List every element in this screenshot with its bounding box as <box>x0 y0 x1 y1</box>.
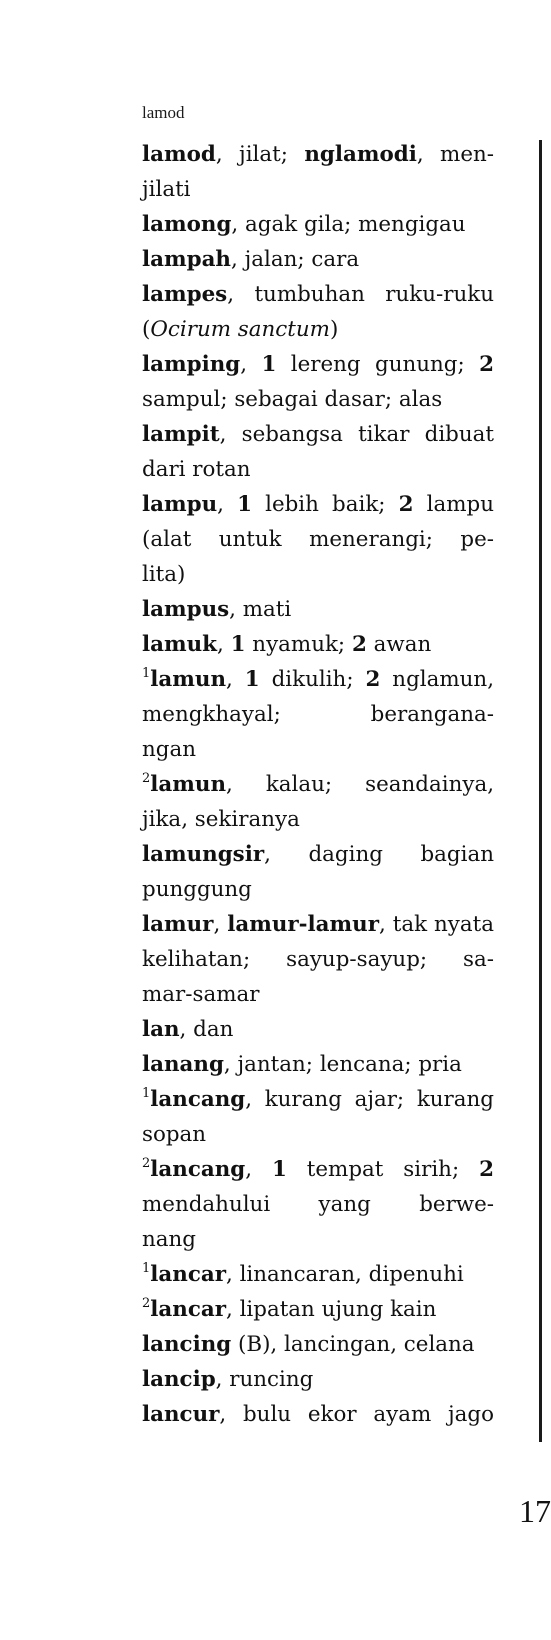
entry-lancing <box>142 1327 494 1362</box>
entry-text: tempat sirih; <box>286 1157 480 1182</box>
entry-lamuk <box>142 627 494 662</box>
homonym-number: 1 <box>142 1261 151 1276</box>
entry-line <box>142 452 494 487</box>
headword-variant: lamur-lamur <box>227 912 379 937</box>
entry-text: , sebangsa tikar dibuat <box>219 422 494 447</box>
entry-line <box>142 1152 494 1187</box>
entry-text: punggung <box>142 877 252 902</box>
entry-text: , bulu ekor ayam jago <box>219 1402 494 1427</box>
sense-number: 2 <box>398 492 414 517</box>
entry-text: , kurang ajar; kurang <box>245 1087 494 1112</box>
entry-line <box>142 557 494 592</box>
sense-number: 1 <box>230 632 246 657</box>
entry-text: , men- <box>416 142 494 167</box>
dictionary-entries <box>142 137 494 1432</box>
headword: lancar <box>150 1297 226 1322</box>
entry-line <box>142 1222 494 1257</box>
entry-text: , <box>240 352 262 377</box>
sense-number: 2 <box>351 632 367 657</box>
entry-line <box>142 627 494 662</box>
headword: lancing <box>142 1332 232 1357</box>
entry-text: , agak gila; mengigau <box>231 212 466 237</box>
entry-line <box>142 137 494 172</box>
entry-text: , <box>217 632 231 657</box>
sense-number: 1 <box>261 352 277 377</box>
entry-lancang-1 <box>142 1082 494 1152</box>
headword: lancip <box>142 1367 216 1392</box>
headword: lampit <box>142 422 220 447</box>
entry-text: , dan <box>179 1017 234 1042</box>
entry-text: , lipatan ujung kain <box>225 1297 437 1322</box>
sense-number: 1 <box>244 667 260 692</box>
entry-line <box>142 382 494 417</box>
entry-line <box>142 242 494 277</box>
headword: lancar <box>150 1262 226 1287</box>
entry-line <box>142 1327 494 1362</box>
entry-line <box>142 977 494 1012</box>
headword: lancang <box>150 1087 246 1112</box>
sense-number: 1 <box>271 1157 287 1182</box>
entry-line <box>142 347 494 382</box>
entry-line <box>142 732 494 767</box>
entry-lan <box>142 1012 494 1047</box>
headword: lamuk <box>142 632 217 657</box>
headword: lamong <box>142 212 232 237</box>
entry-line <box>142 1362 494 1397</box>
entry-text: nang <box>142 1227 196 1252</box>
entry-text: lita) <box>142 562 186 587</box>
entry-text: , jalan; cara <box>231 247 360 272</box>
entry-line <box>142 1257 494 1292</box>
headword: lampah <box>142 247 231 272</box>
entry-line <box>142 767 494 802</box>
entry-text: , kalau; seandainya, <box>226 772 494 797</box>
entry-lamod <box>142 137 494 207</box>
entry-text: lebih baik; <box>251 492 399 517</box>
entry-text: , tak nyata <box>378 912 494 937</box>
entry-text: ) <box>329 317 339 342</box>
homonym-number: 1 <box>142 666 151 681</box>
entry-text: kelihatan; sayup-sayup; sa- <box>142 947 494 972</box>
sense-number: 2 <box>479 352 494 377</box>
entry-line <box>142 697 494 732</box>
entry-line <box>142 1292 494 1327</box>
headword: lamun <box>150 667 227 692</box>
entry-lancang-2 <box>142 1152 494 1257</box>
headword-variant: nglamodi <box>304 142 417 167</box>
entry-text: , tumbuhan ruku-ruku <box>227 282 494 307</box>
entry-line <box>142 592 494 627</box>
entry-text: mengkhayal; berangana- <box>142 702 494 727</box>
entry-text: lereng gunung; <box>276 352 480 377</box>
headword: lamur <box>142 912 214 937</box>
sense-number: 2 <box>479 1157 494 1182</box>
entry-text: (B), lancingan, celana <box>231 1332 475 1357</box>
entry-line <box>142 207 494 242</box>
entry-text: mar-samar <box>142 982 260 1007</box>
headword: lanang <box>142 1052 224 1077</box>
headword: lampu <box>142 492 218 517</box>
entry-lancip <box>142 1362 494 1397</box>
headword: lamping <box>142 352 241 377</box>
entry-line <box>142 1397 494 1432</box>
running-head: lamod <box>142 103 185 122</box>
entry-line <box>142 662 494 697</box>
entry-text: , mati <box>229 597 292 622</box>
entry-line <box>142 1117 494 1152</box>
homonym-number: 2 <box>142 771 151 786</box>
entry-line <box>142 872 494 907</box>
entry-line <box>142 802 494 837</box>
entry-text: , linancaran, dipenuhi <box>225 1262 464 1287</box>
entry-text: , <box>226 667 245 692</box>
entry-line <box>142 907 494 942</box>
entry-text: mendahului yang berwe- <box>142 1192 494 1217</box>
entry-text: , jantan; lencana; pria <box>223 1052 462 1077</box>
entry-text: sampul; sebagai dasar; alas <box>142 387 443 412</box>
headword: lancang <box>150 1157 246 1182</box>
entry-text: dikulih; <box>259 667 366 692</box>
entry-lampu <box>142 487 494 592</box>
sense-number: 2 <box>365 667 381 692</box>
entry-lamur <box>142 907 494 1012</box>
headword: lamun <box>150 772 227 797</box>
entry-lamungsir <box>142 837 494 907</box>
entry-lancur <box>142 1397 494 1432</box>
homonym-number: 2 <box>142 1296 151 1311</box>
entry-line <box>142 1047 494 1082</box>
column-rule <box>539 140 542 1442</box>
entry-text: ngan <box>142 737 196 762</box>
entry-text: nyamuk; <box>245 632 352 657</box>
entry-line <box>142 837 494 872</box>
entry-text: jika, sekiranya <box>142 807 300 832</box>
entry-lamun-2 <box>142 767 494 837</box>
entry-lamping <box>142 347 494 417</box>
entry-lampes <box>142 277 494 347</box>
entry-lampus <box>142 592 494 627</box>
entry-text: dari rotan <box>142 457 251 482</box>
entry-lampit <box>142 417 494 487</box>
entry-lamun-1 <box>142 662 494 767</box>
entry-text: sopan <box>142 1122 207 1147</box>
entry-line <box>142 1082 494 1117</box>
entry-lanang <box>142 1047 494 1082</box>
entry-text: ( <box>142 317 151 342</box>
entry-text: jilati <box>142 177 191 202</box>
entry-line <box>142 1012 494 1047</box>
headword: lampus <box>142 597 230 622</box>
entry-lancar-1 <box>142 1257 494 1292</box>
entry-text: (alat untuk menerangi; pe- <box>142 527 494 552</box>
entry-text: awan <box>366 632 432 657</box>
headword: lancur <box>142 1402 220 1427</box>
entry-lamong <box>142 207 494 242</box>
headword: lampes <box>142 282 228 307</box>
page-number: 17 <box>519 1493 551 1529</box>
entry-line <box>142 417 494 452</box>
entry-line <box>142 277 494 312</box>
homonym-number: 2 <box>142 1156 151 1171</box>
entry-line <box>142 312 494 347</box>
entry-text: , <box>217 492 238 517</box>
entry-line <box>142 172 494 207</box>
entry-text: , <box>245 1157 272 1182</box>
headword: lamungsir <box>142 842 265 867</box>
entry-line <box>142 522 494 557</box>
entry-text: , <box>213 912 228 937</box>
homonym-number: 1 <box>142 1086 151 1101</box>
entry-lancar-2 <box>142 1292 494 1327</box>
entry-text: , jilat; <box>215 142 305 167</box>
entry-line <box>142 942 494 977</box>
scientific-name: Ocirum sanctum <box>150 317 330 342</box>
entry-text: nglamun, <box>380 667 494 692</box>
sense-number: 1 <box>237 492 252 517</box>
headword: lamod <box>142 142 216 167</box>
entry-text: lampu <box>413 492 494 517</box>
entry-line <box>142 1187 494 1222</box>
entry-text: , runcing <box>215 1367 314 1392</box>
entry-lampah <box>142 242 494 277</box>
entry-line <box>142 487 494 522</box>
entry-text: , daging bagian <box>264 842 494 867</box>
headword: lan <box>142 1017 180 1042</box>
